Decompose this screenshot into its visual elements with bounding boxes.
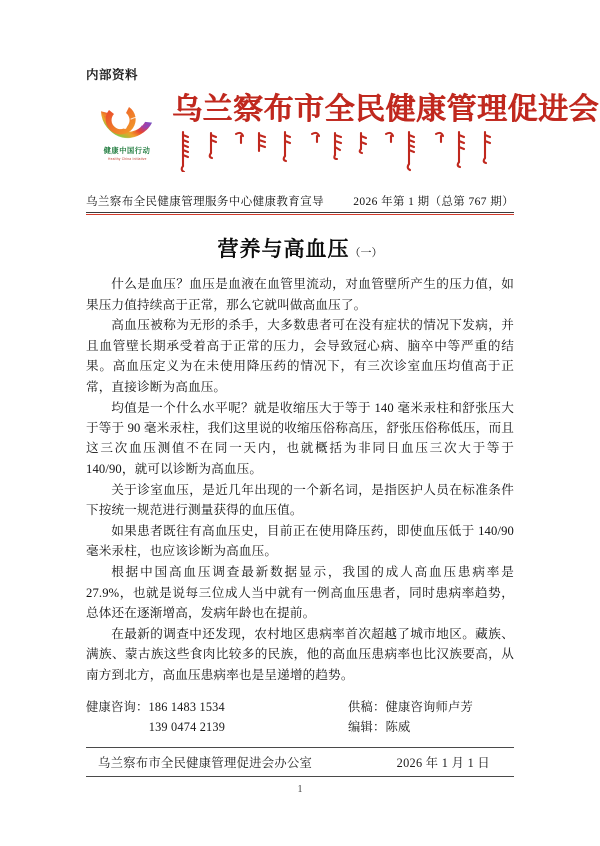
- editor-row: [348, 718, 514, 738]
- contact-block: [86, 698, 514, 738]
- contributor-row: [348, 698, 514, 718]
- editor-value: 陈威: [385, 719, 411, 734]
- issue-subtitle-bar: [86, 193, 514, 212]
- consultation-phone-secondary: 139 0474 2139: [148, 719, 226, 734]
- consultation-label: 健康咨询：: [86, 700, 149, 714]
- internal-material-label: 内部资料: [86, 68, 139, 82]
- healthy-china-logo-icon: [95, 98, 159, 145]
- footer-date: 2026 年 1 月 1 日: [396, 755, 490, 770]
- article-paragraph: 关于诊室血压，是近几年出现的一个新名词，是指医护人员在标准条件下按统一规范进行测量获得的血压值。: [86, 482, 514, 517]
- issue-number: 2026 年第 1 期（总第 767 期）: [353, 196, 514, 208]
- consultation-column: [86, 698, 348, 738]
- document-footer: [86, 747, 514, 777]
- masthead: [86, 93, 599, 186]
- consultation-secondary-row: [86, 718, 348, 738]
- consultation-primary-row: [86, 698, 348, 718]
- article-paragraph: 如果患者既往有高血压史，目前正在使用降压药，即使血压低于 140/90 毫米汞柱，也应该诊断为高血压。: [86, 523, 514, 559]
- article-paragraph: 均值是一个什么水平呢？就是收缩压大于等于 140 毫米汞柱和舒张压大于等于 90 毫米汞柱，我们这里说的收缩压俗称高压，舒张压俗称低压，而且这三次血压测值不在同一天内，也就概括为非同日血压三次大于等于 140/90，就可以诊断为高血压。: [86, 400, 514, 476]
- article-body: [86, 274, 514, 685]
- issue-source: 乌兰察布全民健康管理服务中心健康教育宣导: [86, 196, 324, 208]
- healthy-china-logo: [86, 94, 168, 161]
- article-title-sequence: （一）: [349, 247, 383, 260]
- logo-name-en: Healthy China Initiative: [107, 156, 147, 161]
- editor-label: 编辑：: [348, 719, 386, 734]
- logo-name-cn: 健康中国行动: [103, 146, 151, 155]
- page-number: 1: [297, 784, 303, 795]
- organization-title: 乌兰察布市全民健康管理促进会: [172, 93, 599, 126]
- article-paragraph: 什么是血压？血压是血液在血管里流动，对血管壁所产生的压力值，如果压力值持续高于正常，那么它就叫做高血压了。: [86, 277, 514, 312]
- contributor-value: 健康咨询师卢芳: [385, 700, 473, 714]
- header-rule-red: [86, 214, 514, 215]
- article-title: [86, 233, 514, 263]
- mongolian-script-line: [172, 130, 502, 172]
- page-content: [86, 68, 599, 777]
- masthead-title-block: [168, 94, 599, 172]
- credits-column: [348, 698, 514, 738]
- consultation-phone-primary: 186 1483 1534: [148, 700, 225, 714]
- article-paragraph: 根据中国高血压调查最新数据显示，我国的成人高血压患病率是 27.9%，也就是说每三位成人当中就有一例高血压患者，同时患病率趋势，总体还在逐渐增高，发病年龄也在提前。: [86, 565, 514, 620]
- article-paragraph: 在最新的调查中还发现，农村地区患病率首次超越了城市地区。藏族、满族、蒙古族这些食肉比较多的民族，他的高血压患病率也比汉族要高，从南方到北方，高血压患病率也是呈递增的趋势。: [86, 626, 514, 682]
- article-title-text: 营养与高血压: [217, 237, 350, 262]
- contributor-label: 供稿：: [348, 700, 386, 714]
- header-rule-dark: [86, 212, 514, 213]
- footer-office: 乌兰察布市全民健康管理促进会办公室: [98, 755, 313, 770]
- article-paragraph: 高血压被称为无形的杀手，大多数患者可在没有症状的情况下发病，并且血管壁长期承受着高于正常的压力，会导致冠心病、脑卒中等严重的结果。高血压定义为在未使用降压药的情况下，有三次诊室血压均值高于正常，直接诊断为高血压。: [86, 318, 514, 394]
